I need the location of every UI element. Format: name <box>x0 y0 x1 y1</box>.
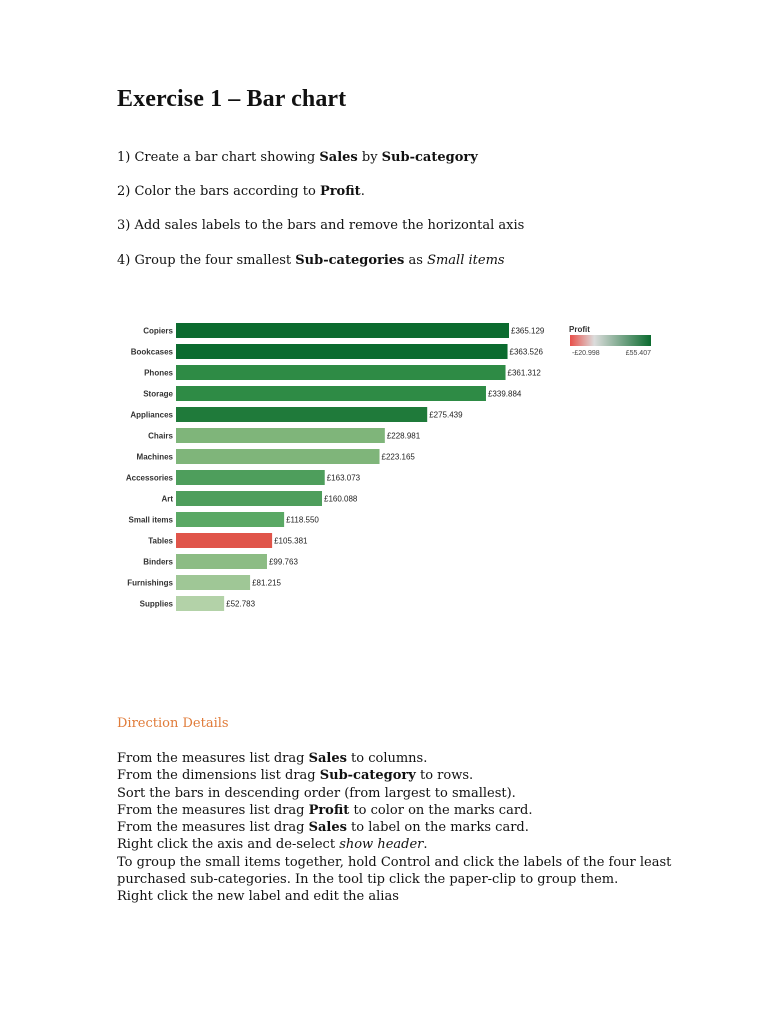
bar <box>176 428 385 443</box>
direction-details-text <box>117 750 677 906</box>
bar-value-label: £223.165 <box>381 452 415 462</box>
step-2: 2) Color the bars according to Profit. <box>117 184 365 199</box>
bar <box>176 512 284 527</box>
bar <box>176 407 427 422</box>
legend-title: Profit <box>569 325 590 334</box>
bar-value-label: £163.073 <box>326 473 361 483</box>
direction-line: Right click the axis and de-select show header. <box>117 837 428 853</box>
category-label: Phones <box>144 368 173 378</box>
bar-value-label: £160.088 <box>324 494 358 504</box>
bar <box>176 386 486 401</box>
direction-details-heading: Direction Details <box>117 716 229 731</box>
bar <box>176 491 322 506</box>
bar-value-label: £52.783 <box>226 599 256 609</box>
sales-bar-chart <box>117 318 662 618</box>
bar-value-label: £118.550 <box>286 515 319 525</box>
bar-value-label: £365.129 <box>511 326 545 336</box>
legend-max-label: £55.407 <box>625 350 651 357</box>
direction-line: Right click the new label and edit the alias <box>117 889 399 905</box>
category-label: Storage <box>143 389 173 399</box>
category-label: Furnishings <box>127 578 173 588</box>
category-label: Art <box>161 494 173 504</box>
bar <box>176 470 325 485</box>
category-label: Small items <box>128 515 173 525</box>
direction-line: From the measures list drag Sales to label on the marks card. <box>117 820 529 836</box>
bar <box>176 575 250 590</box>
bar-value-label: £361.312 <box>507 368 541 378</box>
bars-layer <box>126 323 545 611</box>
bar-value-label: £105.381 <box>274 536 308 546</box>
bar-value-label: £228.981 <box>386 431 421 441</box>
direction-line: From the dimensions list drag Sub-category to rows. <box>117 768 474 784</box>
direction-line: From the measures list drag Profit to color on the marks card. <box>117 802 533 818</box>
step-4: 4) Group the four smallest Sub-categories as Small items <box>117 253 505 268</box>
category-label: Machines <box>136 452 173 462</box>
category-label: Chairs <box>148 431 173 441</box>
legend-min-label: -£20.998 <box>572 350 600 357</box>
bar-value-label: £339.884 <box>487 389 522 399</box>
bar <box>176 323 509 338</box>
bar <box>176 365 506 380</box>
category-label: Tables <box>148 536 173 546</box>
category-label: Supplies <box>139 599 173 609</box>
step-3: 3) Add sales labels to the bars and remove the horizontal axis <box>117 218 525 233</box>
bar-value-label: £99.763 <box>268 557 298 567</box>
page-title: Exercise 1 – Bar chart <box>117 86 347 112</box>
profit-color-legend <box>569 325 651 357</box>
category-label: Bookcases <box>130 347 173 357</box>
bar <box>176 344 508 359</box>
bar <box>176 533 272 548</box>
bar-value-label: £363.526 <box>509 347 543 357</box>
direction-line: Sort the bars in descending order (from largest to smallest). <box>117 785 516 801</box>
direction-line: From the measures list drag Sales to columns. <box>117 751 428 766</box>
step-1: 1) Create a bar chart showing Sales by Sub-category <box>117 150 478 165</box>
category-label: Copiers <box>143 326 173 336</box>
bar <box>176 596 224 611</box>
bar <box>176 554 267 569</box>
bar <box>176 449 380 464</box>
direction-line: To group the small items together, hold Control and click the labels of the four least purchased sub-categories. In the tool tip click the paper-clip to group them. <box>117 854 672 888</box>
legend-gradient-ramp <box>570 335 651 346</box>
category-label: Accessories <box>125 473 173 483</box>
category-label: Binders <box>143 557 173 567</box>
category-label: Appliances <box>130 410 173 420</box>
bar-value-label: £275.439 <box>429 410 463 420</box>
bar-value-label: £81.215 <box>252 578 281 588</box>
